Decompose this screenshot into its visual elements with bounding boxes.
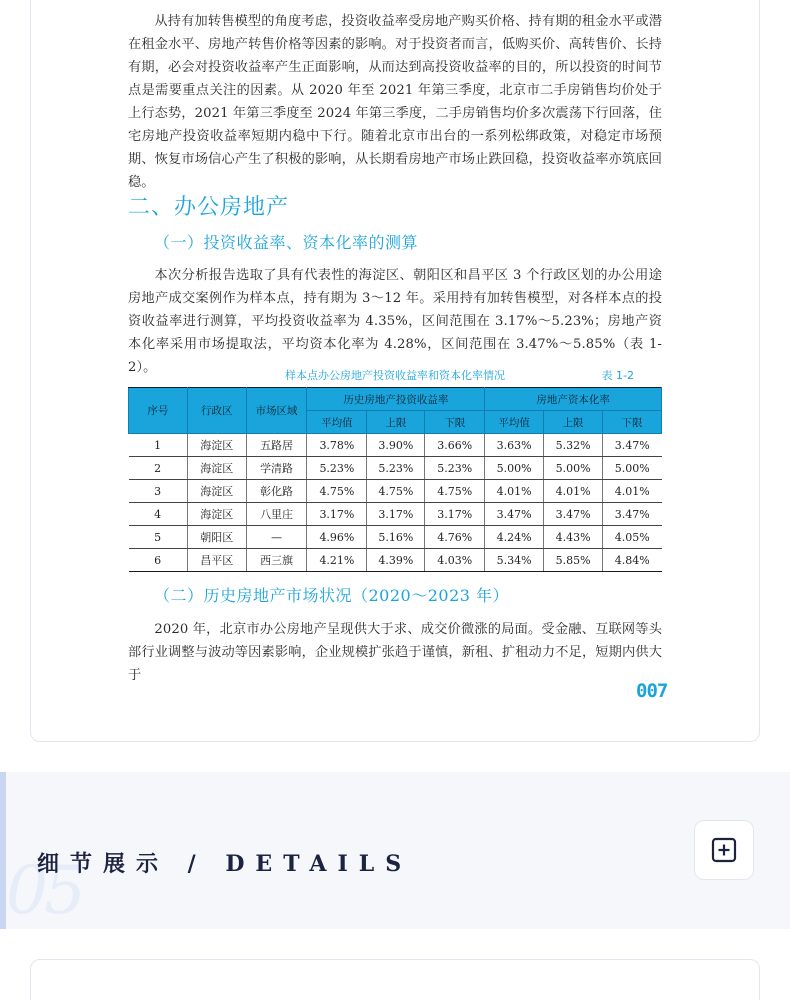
table-cell: 4.84% [603, 549, 662, 572]
table-cell: 八里庄 [246, 503, 307, 526]
table-cell: 3.90% [367, 434, 425, 457]
table-cell: 海淀区 [187, 503, 246, 526]
table-cell: 5.85% [544, 549, 603, 572]
table-cell: 4.39% [367, 549, 425, 572]
table-cell: 4.76% [425, 526, 485, 549]
table-cell: 5.16% [367, 526, 425, 549]
table-cell: 3.17% [425, 503, 485, 526]
subsection-heading-market-history: （二）历史房地产市场状况（2020～2023 年） [154, 586, 510, 605]
table-cell: 彰化路 [246, 480, 307, 503]
table-cell: 3.78% [307, 434, 367, 457]
header-lower: 下限 [425, 411, 485, 434]
table-cell: 3.47% [544, 503, 603, 526]
table-cell: 3.17% [307, 503, 367, 526]
table-cell: 5.23% [367, 457, 425, 480]
details-title: 细节展示 / DETAILS [37, 851, 413, 877]
table-cell: 3.47% [485, 503, 544, 526]
table-cell: 5.00% [603, 457, 662, 480]
table-row [129, 549, 662, 572]
paragraph-sample-analysis: 本次分析报告选取了具有代表性的海淀区、朝阳区和昌平区 3 个行政区划的办公用途房地产成交案例作为样本点，持有期为 3～12 年。采用持有加转售模型，对各样本点的投资收益率进行测算，平均投资收益率为 4.35%，区间范围在 3.17%～5.23%；房地产资本化率采用市场提取法，平均资本化率为 4.28%，区间范围在 3.47%～5.85%（表 1-2）。 [128, 268, 662, 375]
table-cell: 3.66% [425, 434, 485, 457]
table-cell: 3.17% [367, 503, 425, 526]
table-cell: 3 [129, 480, 188, 503]
table-cell: 学清路 [246, 457, 307, 480]
section-number-watermark: 05 [6, 852, 82, 929]
header-upper: 上限 [544, 411, 603, 434]
table-cell: 4.21% [307, 549, 367, 572]
table-caption-title: 样本点办公房地产投资收益率和资本化率情况 [285, 369, 505, 382]
header-avg: 平均值 [485, 411, 544, 434]
page-number: 007 [636, 680, 668, 702]
header-group-capitalization: 房地产资本化率 [485, 388, 662, 411]
table-cell: 海淀区 [187, 480, 246, 503]
header-group-historical-return: 历史房地产投资收益率 [307, 388, 485, 411]
expand-button[interactable] [694, 820, 754, 880]
table-cell: 1 [129, 434, 188, 457]
next-content-card [30, 959, 760, 1000]
section-heading-office: 二、办公房地产 [128, 195, 290, 220]
header-seq: 序号 [129, 388, 188, 434]
details-section-header [0, 772, 790, 929]
subsection-heading-return-rate: （一）投资收益率、资本化率的测算 [154, 233, 419, 252]
header-market-area: 市场区域 [246, 388, 307, 434]
table-cell: 4.24% [485, 526, 544, 549]
table-cell: 4.75% [367, 480, 425, 503]
header-avg: 平均值 [307, 411, 367, 434]
table-cell: 五路居 [246, 434, 307, 457]
table-cell: 6 [129, 549, 188, 572]
rates-table [128, 387, 662, 572]
table-cell: 5.00% [544, 457, 603, 480]
table-caption [128, 367, 662, 383]
table-cell: 3.63% [485, 434, 544, 457]
paragraph-market-history: 2020 年，北京市办公房地产呈现供大于求、成交价微涨的局面。受金融、互联网等头部行业调整与波动等因素影响，企业规模扩张趋于谨慎，新租、扩租动力不足，短期内供大于 [128, 622, 662, 683]
table-cell: 朝阳区 [187, 526, 246, 549]
table-row [129, 503, 662, 526]
table-cell: 5.00% [485, 457, 544, 480]
table-cell: 4.05% [603, 526, 662, 549]
table-cell: 4.75% [307, 480, 367, 503]
table-cell: 海淀区 [187, 457, 246, 480]
table-cell: 4.75% [425, 480, 485, 503]
table-row [129, 526, 662, 549]
table-cell: 5.23% [425, 457, 485, 480]
table-cell: 4.01% [544, 480, 603, 503]
header-lower: 下限 [603, 411, 662, 434]
table-cell: 4.43% [544, 526, 603, 549]
table-number: 表 1-2 [601, 369, 634, 382]
header-upper: 上限 [367, 411, 425, 434]
header-district: 行政区 [187, 388, 246, 434]
table-cell: 4.96% [307, 526, 367, 549]
table-row [129, 434, 662, 457]
table-cell: 4.01% [485, 480, 544, 503]
table-cell: 3.47% [603, 503, 662, 526]
table-cell: — [246, 526, 307, 549]
table-cell: 5.23% [307, 457, 367, 480]
table-cell: 5.34% [485, 549, 544, 572]
plus-square-icon [711, 837, 737, 863]
table-cell: 海淀区 [187, 434, 246, 457]
table-row [129, 457, 662, 480]
table-cell: 4 [129, 503, 188, 526]
table-cell: 5 [129, 526, 188, 549]
paragraph-investment-return: 从持有加转售模型的角度考虑，投资收益率受房地产购买价格、持有期的租金水平或潜在租金水平、房地产转售价格等因素的影响。对于投资者而言，低购买价、高转售价、长持有期，必会对投资收益率产生正面影响，从而达到高投资收益率的目的，所以投资的时间节点是需要重点关注的因素。从 2020 年至 2021 年第三季度，北京市二手房销售均价处于上行态势，2021 年第三季度至 2024 年第三季度，二手房销售均价多次震荡下行回落，住宅房地产投资收益率短期内稳中下行。随着北京市出台的一系列松绑政策，对稳定市场预期、恢复市场信心产生了积极的影响，从长期看房地产市场止跌回稳，投资收益率亦筑底回稳。 [128, 14, 662, 190]
table-cell: 2 [129, 457, 188, 480]
table-cell: 4.01% [603, 480, 662, 503]
table-cell: 昌平区 [187, 549, 246, 572]
table-cell: 3.47% [603, 434, 662, 457]
table-row [129, 480, 662, 503]
table-cell: 西三旗 [246, 549, 307, 572]
table-cell: 4.03% [425, 549, 485, 572]
table-cell: 5.32% [544, 434, 603, 457]
